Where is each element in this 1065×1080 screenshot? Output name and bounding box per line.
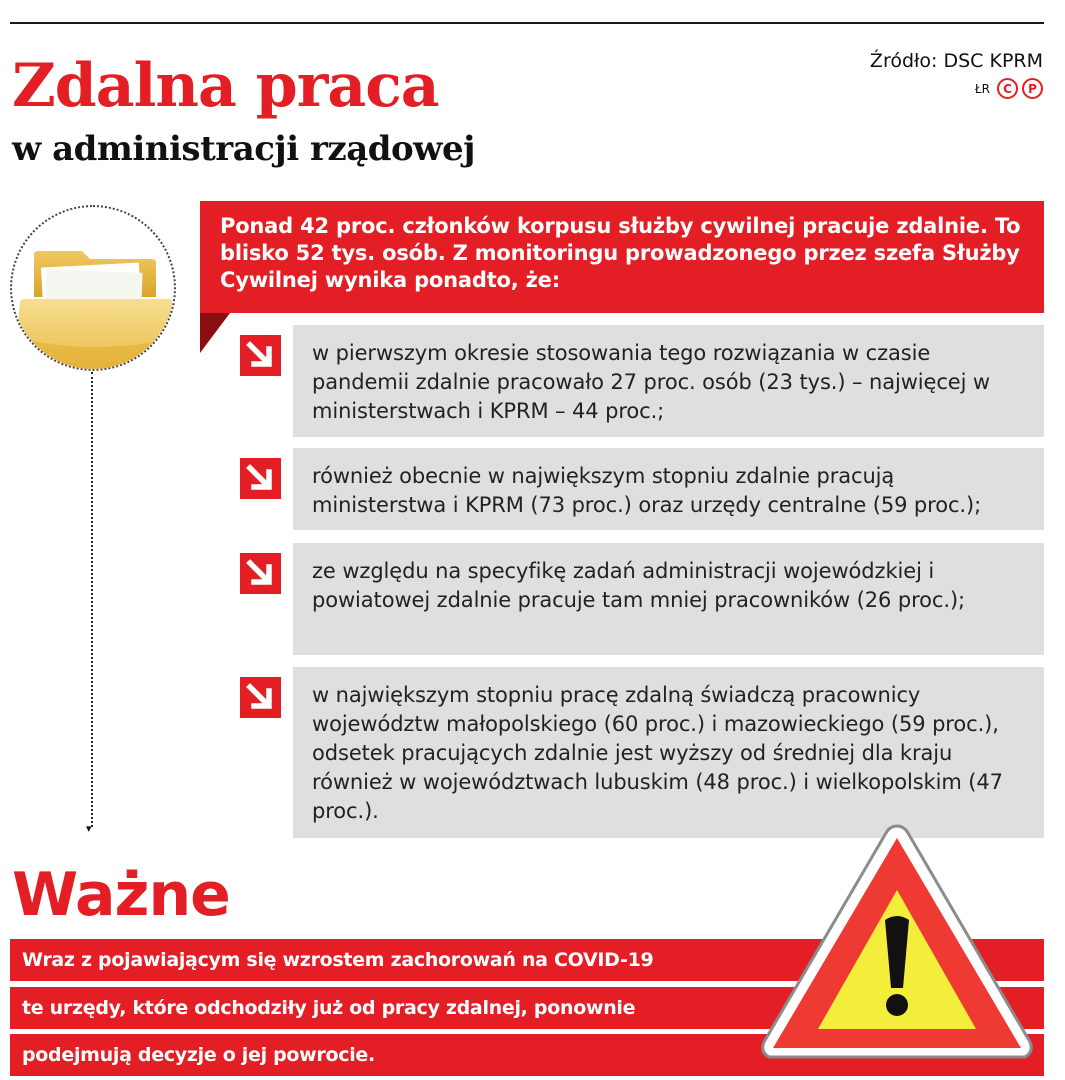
arrow-down-right-icon xyxy=(240,677,281,718)
bullet-item xyxy=(240,325,1044,437)
arrow-down-right-icon xyxy=(240,553,281,594)
bullet-text: również obecnie w największym stopniu zdalnie pracują ministerstwa i KPRM (73 proc.) oraz urzędy centralne (59 proc.); xyxy=(312,464,982,517)
warning-triangle-icon xyxy=(757,820,1037,1069)
intro-text: Ponad 42 proc. członków korpusu służby cywilnej pracuje zdalnie. To blisko 52 tys. osób. Z monitoringu prowadzonego przez szefa Służby Cywilnej wynika ponadto, że: xyxy=(220,214,1021,292)
bullet-item xyxy=(240,543,1044,655)
important-line-text: Wraz z pojawiającym się wzrostem zachorowań na COVID-19 xyxy=(22,949,654,971)
bullet-box xyxy=(293,543,1044,655)
protected-icon: P xyxy=(1022,78,1043,99)
folder-illustration xyxy=(10,205,176,371)
credits xyxy=(975,78,1043,99)
intro-box xyxy=(200,201,1044,313)
important-line-text: te urzędy, które odchodziły już od pracy zdalnej, ponownie xyxy=(22,997,636,1019)
arrow-down-right-icon xyxy=(240,458,281,499)
arrow-down-right-icon xyxy=(240,335,281,376)
source-label: Źródło: DSC KPRM xyxy=(869,50,1043,72)
chevron-down-icon: ▾ xyxy=(86,822,92,835)
page-subtitle: w administracji rządowej xyxy=(12,129,475,169)
bullet-box xyxy=(293,448,1044,530)
author-initials: ŁR xyxy=(974,81,990,96)
bullet-text: w pierwszym okresie stosowania tego rozwiązania w czasie pandemii zdalnie pracowało 27 proc. osób (23 tys.) – najwięcej w ministerstwach i KPRM – 44 proc.; xyxy=(312,341,991,423)
bullet-text: w największym stopniu pracę zdalną świadczą pracownicy województw małopolskiego (60 proc.) i mazowieckiego (59 proc.), odsetek pracujących zdalnie jest wyższy od średniej dla kraju również w województwach lubuskim (48 proc.) i wielkopolskim (47 proc.). xyxy=(312,683,1003,823)
copyright-icon: C xyxy=(997,78,1018,99)
important-heading: Ważne xyxy=(12,860,230,930)
bullet-box xyxy=(293,325,1044,437)
bullet-item xyxy=(240,448,1044,530)
intro-fold-decoration xyxy=(200,313,230,353)
bullet-item xyxy=(240,667,1044,838)
folder-icon xyxy=(12,207,176,371)
timeline-connector xyxy=(91,372,93,827)
bullet-text: ze względu na specyfikę zadań administracji wojewódzkiej i powiatowej zdalnie pracuje tam mniej pracowników (26 proc.); xyxy=(312,559,966,612)
top-rule xyxy=(10,22,1044,24)
important-line-text: podejmują decyzje o jej powrocie. xyxy=(22,1044,375,1066)
page-title: Zdalna praca xyxy=(12,51,439,121)
bullet-box xyxy=(293,667,1044,838)
